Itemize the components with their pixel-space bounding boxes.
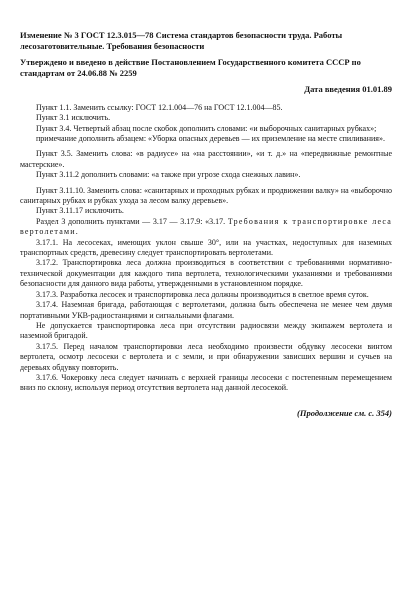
paragraph: Пункт 3.1 исключить. [36,113,111,123]
approval-note: Утверждено и введено в действие Постановлением Государственного комитета СССР по стандартам от 24.06.88 № 2259 [20,57,361,78]
paragraph: 3.17.3. Разработка лесосек и транспортировка леса должны производиться в светлое время суток. [36,289,369,299]
paragraph: 3.17.2. Транспортировка леса должна производиться в соответствии с требованиями нормативно-технической документации для каждого типа вертолета, технологическими указаниями и требованиями безопасности для данного вида работы, утвержденными в установленном порядке. [20,258,392,289]
paragraph: Пункт 1.1. Заменить ссылку: ГОСТ 12.1.004—76 на ГОСТ 12.1.004—85. [36,102,283,112]
paragraph: Не допускается транспортировка леса при отсутствии радиосвязи между экипажем вертолета и наземной бригадой. [20,320,392,341]
paragraph: Пункт 3.4. Четвертый абзац после скобок дополнить словами: «и выборочных санитарных рубках»; [36,123,377,133]
paragraph: Пункт 3.5. Заменить слова: «в радиусе» на «на расстоянии», «и т. д.» на «передвижные ремонтные мастерские». [20,149,392,169]
paragraph: Пункт 3.11.2 дополнить словами: «а также при угрозе схода снежных лавин». [36,170,301,180]
section-addition-lead: Раздел 3 дополнить пунктами — 3.17 — 3.17.9: «3.17. [36,216,228,226]
paragraph: 3.17.6. Чокеровку леса следует начинать с верхней границы лесосеки с постепенным перемещением вниз по склону, используя период отсутствия вертолета над данной лесосекой. [20,372,392,393]
continuation-note: (Продолжение см. с. 354) [297,407,392,418]
paragraph: Пункт 3.11.17 исключить. [36,206,124,216]
document-body [20,30,392,418]
amendment-title: Изменение № 3 ГОСТ 12.3.015—78 Система стандартов безопасности труда. Работы лесозаготовительные. Требования безопасности [20,30,343,51]
paragraph: Пункт 3.11.10. Заменить слова: «санитарных и проходных рубках и продвижении валку» на «выборочно санитарных рубках и рубках ухода за лесом валку деревьев». [20,185,392,206]
paragraph: 3.17.5. Перед началом транспортировки леса необходимо произвести обдувку лесосеки винтом вертолета, осмотр лесосеки с вертолета и с земли, и при обнаружении зависших вершин и сучьев на деревьях обдувку повторить. [20,341,392,372]
section-heading: Требования к транспортировке леса вертолетами. [20,216,392,237]
paragraph: 3.17.4. Наземная бригада, работающая с вертолетами, должна быть обеспечена не менее чем двумя портативными УКВ-радиостанциями и сигнальными флагами. [20,300,392,320]
effective-date: Дата введения 01.01.89 [304,84,392,95]
paragraph: примечание дополнить абзацем: «Уборка опасных деревьев — их приземление на месте спиливания». [36,134,385,143]
section-addition [20,217,392,238]
paragraph: 3.17.1. На лесосеках, имеющих уклон свыше 30°, или на участках, недоступных для наземных транспортных средств, древесину следует транспортировать вертолетами. [20,237,392,258]
